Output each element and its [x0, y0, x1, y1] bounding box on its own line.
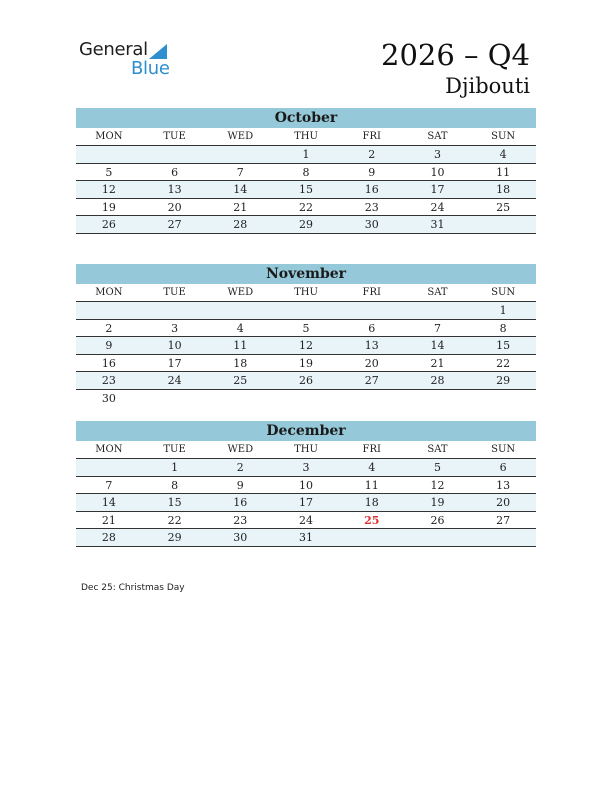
day-cell: 26: [430, 513, 445, 527]
day-cell: 20: [167, 200, 182, 214]
week-row: [76, 181, 536, 199]
day-cell: 29: [496, 374, 511, 387]
logo-text-blue: Blue: [131, 58, 170, 79]
week-row: [76, 512, 536, 530]
day-cell: 8: [499, 321, 507, 335]
day-cell: [470, 529, 536, 546]
weekday-label: SUN: [491, 287, 516, 298]
day-cell: 5: [105, 165, 113, 179]
day-cell: 19: [101, 200, 116, 214]
day-cell: 1: [171, 461, 179, 474]
week-row: [76, 477, 536, 495]
day-cell: 22: [167, 513, 182, 527]
month-header: December: [76, 421, 536, 441]
day-cell: 19: [299, 356, 314, 370]
month-header: October: [76, 108, 536, 128]
day-cell: 15: [496, 339, 511, 352]
week-row: [76, 337, 536, 355]
week-row: [76, 372, 536, 390]
weekday-label: THU: [294, 131, 318, 142]
week-row: [76, 199, 536, 217]
day-cell: 4: [368, 461, 376, 474]
week-row: [76, 164, 536, 182]
day-cell: 13: [364, 339, 379, 352]
day-cell: [207, 390, 273, 407]
day-cell: 31: [430, 218, 445, 231]
day-cell: 21: [101, 513, 116, 527]
day-cell: [142, 302, 208, 319]
week-row: [76, 216, 536, 234]
day-cell: 8: [302, 165, 310, 179]
day-cell: [405, 302, 471, 319]
country-name: Djibouti: [445, 74, 530, 98]
week-row: [76, 355, 536, 373]
day-cell: 22: [496, 356, 511, 370]
day-cell: [76, 146, 142, 163]
day-cell: [470, 390, 536, 407]
weekday-header-row: [76, 284, 536, 302]
week-row: [76, 494, 536, 512]
day-cell: 16: [101, 356, 116, 370]
day-cell: 14: [101, 496, 116, 509]
day-cell: 24: [299, 513, 314, 527]
day-cell: 4: [499, 148, 507, 161]
day-cell: 7: [105, 478, 113, 492]
week-row: [76, 320, 536, 338]
weekday-label: WED: [227, 444, 254, 455]
day-cell: 18: [364, 496, 379, 509]
week-row: [76, 390, 536, 407]
day-cell: 30: [101, 391, 116, 405]
day-cell: 27: [496, 513, 511, 527]
day-cell: [405, 529, 471, 546]
day-cell: [142, 146, 208, 163]
day-cell: 7: [236, 165, 244, 179]
day-cell: [207, 302, 273, 319]
month-calendar-december: [76, 421, 536, 547]
day-cell: 26: [101, 218, 116, 231]
week-row: [76, 146, 536, 164]
day-cell: 3: [302, 461, 310, 474]
day-cell: 5: [302, 321, 310, 335]
day-cell: 16: [233, 496, 248, 509]
weekday-label: SAT: [427, 131, 448, 142]
day-cell: 10: [430, 165, 445, 179]
day-cell: 18: [233, 356, 248, 370]
weekday-label: SUN: [491, 131, 516, 142]
day-cell: 27: [167, 218, 182, 231]
weekday-label: MON: [95, 131, 123, 142]
weekday-label: FRI: [362, 131, 381, 142]
day-cell: 31: [299, 531, 314, 544]
day-cell: 26: [299, 374, 314, 387]
day-cell: 12: [101, 183, 116, 196]
day-cell: 15: [299, 183, 314, 196]
day-cell: 11: [364, 478, 379, 492]
day-cell: 2: [236, 461, 244, 474]
month-calendar-november: [76, 264, 536, 406]
day-cell: 14: [430, 339, 445, 352]
weekday-label: SUN: [491, 444, 516, 455]
day-cell: 2: [105, 321, 113, 335]
day-cell: 25: [233, 374, 248, 387]
page-title: 2026 – Q4: [381, 38, 530, 72]
day-cell: 16: [364, 183, 379, 196]
weekday-label: WED: [227, 131, 254, 142]
day-cell: 20: [364, 356, 379, 370]
weekday-label: SAT: [427, 444, 448, 455]
week-row: [76, 529, 536, 547]
day-cell: [76, 459, 142, 476]
weekday-label: TUE: [163, 287, 186, 298]
day-cell: 11: [496, 165, 511, 179]
weekday-label: TUE: [163, 131, 186, 142]
day-cell: 6: [499, 461, 507, 474]
weekday-label: TUE: [163, 444, 186, 455]
weekday-label: MON: [95, 444, 123, 455]
day-cell: 24: [167, 374, 182, 387]
day-cell: 14: [233, 183, 248, 196]
day-cell: 13: [496, 478, 511, 492]
day-cell: 17: [299, 496, 314, 509]
day-cell: 23: [233, 513, 248, 527]
day-cell: [405, 390, 471, 407]
day-cell: [470, 216, 536, 233]
day-cell: 18: [496, 183, 511, 196]
week-row: [76, 459, 536, 477]
holiday-day-cell: 25: [364, 513, 380, 527]
day-cell: [339, 390, 405, 407]
day-cell: 29: [299, 218, 314, 231]
weekday-label: THU: [294, 444, 318, 455]
day-cell: 3: [433, 148, 441, 161]
day-cell: 3: [171, 321, 179, 335]
day-cell: 23: [101, 374, 116, 387]
day-cell: [339, 529, 405, 546]
day-cell: 12: [299, 339, 314, 352]
day-cell: 12: [430, 478, 445, 492]
day-cell: [142, 390, 208, 407]
day-cell: 9: [105, 339, 113, 352]
day-cell: 30: [364, 218, 379, 231]
holiday-note: Dec 25: Christmas Day: [81, 583, 185, 593]
day-cell: 24: [430, 200, 445, 214]
day-cell: 4: [236, 321, 244, 335]
day-cell: [273, 302, 339, 319]
day-cell: [273, 390, 339, 407]
day-cell: 10: [299, 478, 314, 492]
weekday-label: MON: [95, 287, 123, 298]
day-cell: 9: [368, 165, 376, 179]
weekday-header-row: [76, 441, 536, 459]
month-header: November: [76, 264, 536, 284]
day-cell: [76, 302, 142, 319]
week-row: [76, 302, 536, 320]
day-cell: 10: [167, 339, 182, 352]
day-cell: 22: [299, 200, 314, 214]
day-cell: 8: [171, 478, 179, 492]
weekday-label: WED: [227, 287, 254, 298]
day-cell: 28: [101, 531, 116, 544]
day-cell: 13: [167, 183, 182, 196]
day-cell: 2: [368, 148, 376, 161]
day-cell: 6: [368, 321, 376, 335]
day-cell: 17: [167, 356, 182, 370]
day-cell: 15: [167, 496, 182, 509]
day-cell: 11: [233, 339, 248, 352]
logo-flag-icon: [149, 44, 167, 59]
day-cell: 23: [364, 200, 379, 214]
weekday-label: FRI: [362, 287, 381, 298]
logo-text-general: General: [79, 39, 148, 60]
day-cell: 28: [233, 218, 248, 231]
day-cell: 5: [433, 461, 441, 474]
day-cell: 19: [430, 496, 445, 509]
day-cell: 9: [236, 478, 244, 492]
day-cell: 28: [430, 374, 445, 387]
weekday-label: THU: [294, 287, 318, 298]
day-cell: 20: [496, 496, 511, 509]
day-cell: [339, 302, 405, 319]
weekday-label: SAT: [427, 287, 448, 298]
day-cell: 1: [302, 148, 310, 161]
day-cell: 1: [499, 304, 507, 317]
day-cell: 6: [171, 165, 179, 179]
general-blue-logo: [79, 39, 170, 79]
weekday-label: FRI: [362, 444, 381, 455]
day-cell: 21: [233, 200, 248, 214]
weekday-header-row: [76, 128, 536, 146]
day-cell: 21: [430, 356, 445, 370]
day-cell: 7: [433, 321, 441, 335]
day-cell: 29: [167, 531, 182, 544]
day-cell: 30: [233, 531, 248, 544]
day-cell: 27: [364, 374, 379, 387]
month-calendar-october: [76, 108, 536, 234]
day-cell: 17: [430, 183, 445, 196]
day-cell: 25: [496, 200, 511, 214]
day-cell: [207, 146, 273, 163]
